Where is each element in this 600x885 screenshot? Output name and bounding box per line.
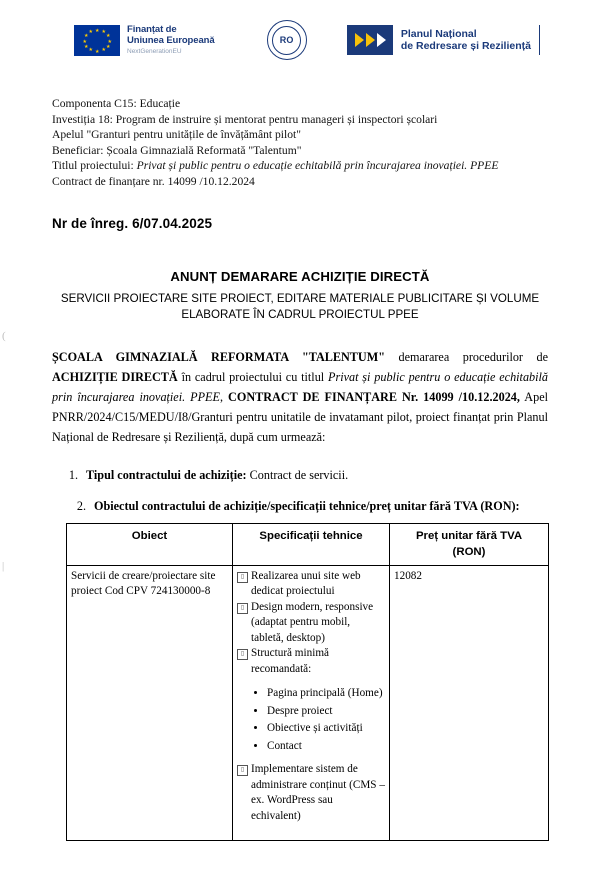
item-label: Obiectul contractului de achiziție/specificații tehnice/preț unitar fără TVA (RON): bbox=[94, 498, 520, 513]
bullet-box-icon: ▯ bbox=[237, 603, 248, 614]
bullet-box-icon: ▯ bbox=[237, 765, 248, 776]
info-project-title-label: Titlul proiectului: bbox=[52, 159, 134, 173]
table-header-price-line2: (RON) bbox=[452, 545, 486, 558]
bullet-box-icon: ▯ bbox=[237, 572, 248, 583]
list-item: • Pagina principală (Home) bbox=[267, 685, 385, 702]
spec-line bbox=[237, 762, 385, 824]
spec-text: Realizarea unui site web dedicat proiectului bbox=[251, 569, 361, 598]
pnrr-mark-icon bbox=[347, 25, 393, 55]
cell-specifications bbox=[233, 565, 390, 840]
eu-funding-logo bbox=[74, 24, 215, 56]
item-value: Contract de servicii. bbox=[246, 467, 349, 482]
specifications-table bbox=[66, 523, 549, 841]
cell-price: 12082 bbox=[390, 565, 549, 840]
page-subtitle bbox=[52, 291, 548, 323]
intro-school-name: ȘCOALA GIMNAZIALĂ REFORMATA "TALENTUM" bbox=[52, 349, 386, 364]
spec-bullet-list bbox=[237, 685, 385, 754]
logo-bar bbox=[52, 0, 548, 62]
pnrr-logo bbox=[347, 25, 540, 55]
spec-line bbox=[237, 569, 385, 600]
scan-artifact: | bbox=[2, 560, 5, 572]
intro-text-3: , bbox=[219, 389, 229, 404]
eu-label-sub: NextGenerationEU bbox=[127, 48, 182, 55]
info-component: Componenta C15: Educație bbox=[52, 97, 181, 110]
page-title: ANUNȚ DEMARARE ACHIZIȚIE DIRECTĂ bbox=[170, 268, 430, 284]
table-header-row bbox=[67, 523, 549, 565]
table-header-price-line1: Preț unitar fără TVA bbox=[415, 529, 523, 542]
intro-text-4: Apel PNRR/2024/C15/MEDU/I8/Granturi pentru unitatile de invatamant pilot, proiect finanțat prin Planul Național de Redresare și Reziliență, după cum urmează: bbox=[52, 389, 548, 444]
info-project-title bbox=[52, 158, 548, 174]
intro-project-title: Privat și public pentru o educație echitabilă prin încurajarea inovației. PPEE bbox=[52, 369, 549, 404]
eu-label-line1: Finanțat de bbox=[127, 24, 177, 35]
intro-paragraph bbox=[52, 347, 548, 447]
scan-artifact: ( bbox=[2, 330, 6, 342]
table-header-price bbox=[390, 523, 549, 565]
info-beneficiary: Beneficiar: Școala Gimnazială Reformată "Talentum" bbox=[52, 143, 302, 157]
intro-contract: CONTRACT DE FINANȚARE Nr. 14099 /10.12.2024, bbox=[228, 389, 520, 404]
eu-flag-icon: ★ ★ ★ ★ ★ ★ ★ ★ ★ ★ ★ ★ bbox=[74, 25, 120, 56]
intro-procedure: ACHIZIȚIE DIRECTĂ bbox=[52, 369, 178, 384]
info-project-title-value: Privat și public pentru o educație echitabilă prin încurajarea inovației. PPEE bbox=[136, 159, 499, 173]
info-contract: Contract de finanțare nr. 14099 /10.12.2024 bbox=[52, 174, 255, 188]
government-seal-icon bbox=[267, 20, 307, 60]
list-item: • Despre proiect bbox=[267, 703, 385, 720]
cell-object: Servicii de creare/proiectare site proiect Cod CPV 724130000-8 bbox=[67, 565, 233, 840]
pnrr-label-line1: Planul Național bbox=[400, 27, 477, 40]
page-subtitle-line2: ELABORATE ÎN CADRUL PROIECTUL PPEE bbox=[181, 307, 419, 321]
intro-text-2: în cadrul proiectului cu titlul bbox=[177, 369, 329, 384]
registration-number: Nr de înreg. 6/07.04.2025 bbox=[52, 215, 213, 231]
list-item bbox=[52, 467, 548, 484]
spec-text: Structură minimă recomandată: bbox=[251, 647, 329, 675]
page-subtitle-line1: SERVICII PROIECTARE SITE PROIECT, EDITARE MATERIALE PUBLICITARE ȘI VOLUME bbox=[60, 291, 540, 305]
list-item: • Contact bbox=[267, 738, 385, 755]
spec-line bbox=[237, 646, 385, 677]
romanian-government-logo bbox=[267, 20, 307, 60]
spec-text: Implementare sistem de administrare conținut (CMS – ex. WordPress sau echivalent) bbox=[251, 763, 385, 822]
info-investment: Investiția 18: Program de instruire și mentorat pentru manageri și inspectori școlari bbox=[52, 112, 438, 126]
item-number: 1. bbox=[68, 467, 78, 482]
list-item: • Obiective și activități bbox=[267, 720, 385, 737]
item-label: Tipul contractului de achiziție: bbox=[86, 467, 247, 482]
info-call: Apelul "Granturi pentru unitățile de învățământ pilot" bbox=[52, 128, 302, 142]
bullet-box-icon: ▯ bbox=[237, 649, 248, 660]
project-info-block bbox=[52, 96, 548, 190]
table-header-specs: Specificații tehnice bbox=[233, 523, 390, 565]
item-number: 2. bbox=[76, 498, 86, 513]
item-text bbox=[86, 467, 348, 484]
spec-line bbox=[237, 600, 385, 647]
table-row bbox=[67, 565, 549, 840]
intro-text-1: demararea procedurilor de bbox=[385, 349, 548, 364]
spec-text: Design modern, responsive (adaptat pentru mobil, tabletă, desktop) bbox=[251, 600, 374, 644]
pnrr-label-line2: de Redresare și Reziliență bbox=[400, 40, 531, 52]
item-text bbox=[94, 498, 520, 515]
list-item bbox=[52, 498, 548, 515]
seal-initials: RO bbox=[272, 26, 301, 55]
eu-label-line2: Uniunea Europeană bbox=[127, 35, 215, 46]
table-header-object: Obiect bbox=[67, 523, 233, 565]
